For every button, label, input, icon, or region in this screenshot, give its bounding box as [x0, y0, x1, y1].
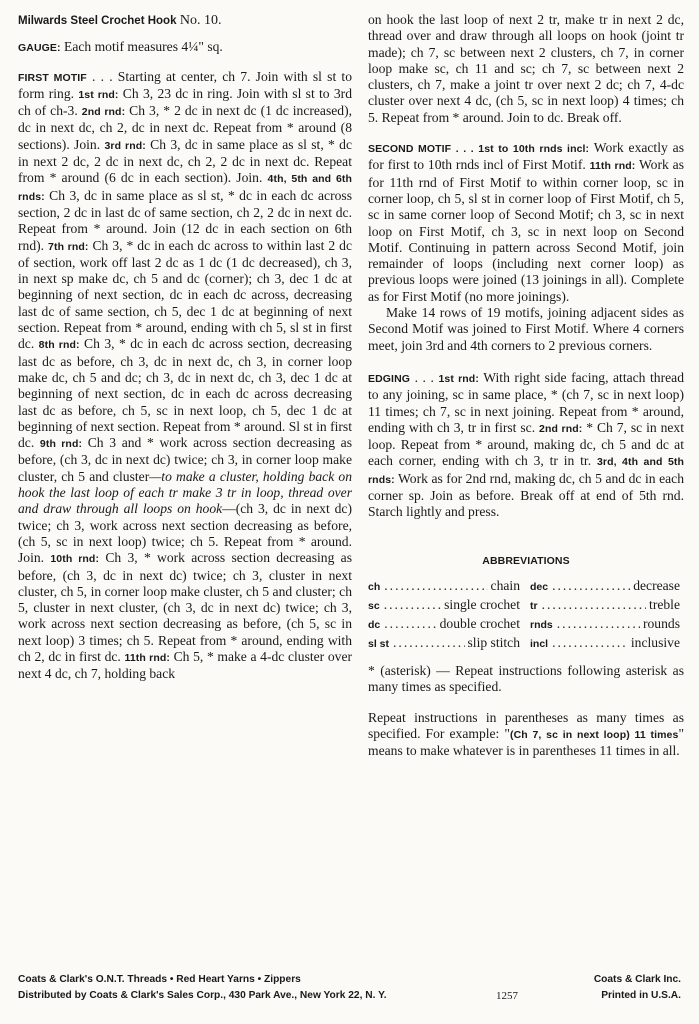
run-heading: FIRST MOTIF: [18, 71, 87, 84]
abbreviation-entry: [368, 577, 520, 596]
abbreviations-heading: ABBREVIATIONS: [482, 554, 570, 567]
run-text: With right side facing, attach thread to any joining, sc in same place, * (ch 7, sc in next loop) 11 times; ch 7, sc in next joining. Repeat from * around, ending with ch 3, tr in first sc.: [368, 369, 684, 435]
spacer: [368, 521, 684, 551]
gauge-label: GAUGE:: [18, 42, 61, 55]
run-text: Ch 3, 23 dc in ring. Join with sl st to 3rd ch of ch-3.: [18, 85, 352, 119]
run-heading: 1st rnd:: [438, 372, 479, 385]
abbreviation-entry: [368, 615, 520, 634]
run-text: . . .: [410, 369, 439, 385]
run-text: Ch 3 and * work across section decreasing as before, (ch 3, dc in next dc) twice; ch 3, in corner loop make cluster, ch 5 and cluster: [18, 435, 352, 484]
run-text: " means to make whatever is in parentheses 11 times in all.: [368, 725, 685, 759]
abbreviation-entry: [368, 634, 520, 653]
leader-dots: [557, 615, 640, 632]
run-text: Work as for 2nd rnd, making dc, ch 5 and dc in each corner sp. Join as before. Break off at end of 5th rnd. Starch lightly and press.: [368, 470, 684, 520]
rows-paragraph: Make 14 rows of 19 motifs, joining adjacent sides as Second Motif was joined to First Motif. Where 4 corners meet, join 3rd and 4th corners to 2 previous corners.: [368, 305, 684, 353]
edging-paragraph: [368, 370, 684, 521]
spacer: [368, 354, 684, 370]
second-motif-paragraph: [368, 140, 684, 305]
page-number: 1257: [496, 990, 518, 1002]
run-heading: SECOND MOTIF . . . 1st to 10th rnds incl:: [368, 143, 590, 156]
spacer: [18, 57, 352, 69]
abbreviation-key: dec: [530, 580, 549, 593]
run-heading: EDGING: [368, 372, 411, 385]
run-text: . . . Starting at center, ch 7. Join with sl st to form ring.: [18, 68, 352, 101]
abbreviation-meaning: double crochet: [439, 615, 520, 631]
footer-line-2: [18, 988, 681, 1004]
first-motif-continued: [368, 12, 684, 126]
gauge-text: Each motif measures 4¼" sq.: [64, 39, 223, 55]
footer-line-1: [18, 972, 681, 988]
abbreviation-entry: [530, 634, 680, 653]
abbreviation-key: tr: [530, 599, 538, 612]
run-text: Work exactly as for first to 10th rnds incl of First Motif.: [368, 140, 685, 173]
run-text: Ch 3, dc in same place as sl st, * dc in next 2 dc, 2 dc in next dc, ch 2, 2 dc in next dc. Repeat from * around (6 dc in each section). Join.: [18, 136, 353, 186]
run-text: Ch 3, * work across section decreasing as before, (ch 3, dc in next dc) twice; ch 3, cluster in next cluster, ch 5, in corner loop make cluster, ch 5 and cluster; ch 5, cluster in next cluster, (ch 3, dc in next dc) twice; ch 3, work across next section decreasing as before, (ch 5, sc in next loop) 3 times; ch 5. Repeat from * around, ending with ch 2, dc in first dc.: [18, 550, 352, 664]
run-heading: 11th rnd:: [124, 651, 170, 664]
leader-dots: [552, 634, 628, 651]
abbreviation-key: sc: [368, 599, 380, 612]
left-column: [18, 12, 352, 683]
abbreviation-meaning: decrease: [633, 577, 680, 593]
abbreviation-meaning: chain: [490, 577, 520, 593]
run-heading: 10th rnd:: [50, 553, 100, 566]
footer: [18, 972, 681, 1004]
abbreviation-entry: [368, 596, 520, 615]
abbreviation-key: dc: [368, 618, 381, 631]
run-heading: 11th rnd:: [589, 160, 636, 173]
run-heading: 2nd rnd:: [539, 422, 583, 435]
abbreviation-key: sl st: [368, 637, 390, 650]
leader-dots: [384, 596, 441, 613]
leader-dots: [384, 577, 487, 594]
run-heading: 2nd rnd:: [81, 106, 126, 119]
spacer: [368, 126, 684, 140]
run-heading: 4th, 5th and 6th rnds:: [18, 173, 353, 203]
abbreviation-meaning: inclusive: [630, 634, 680, 650]
run-heading: (Ch 7, sc in next loop) 11 times: [509, 728, 679, 741]
run-heading: 3rd, 4th and 5th rnds:: [368, 456, 684, 486]
run-text: Ch 3, dc in same place as sl st, * dc in each dc across section, 2 dc in last dc of same section, ch 2, 2 dc in next dc. Repeat from * around. Join (12 dc in each section on 6th rnd).: [18, 187, 352, 253]
abbreviations-table: [368, 577, 684, 653]
run-heading: 3rd rnd:: [104, 139, 146, 152]
run-heading: 9th rnd:: [39, 438, 83, 451]
footer-distributor: Distributed by Coats & Clark's Sales Corp., 430 Park Ave., New York 22, N. Y.: [18, 990, 387, 1001]
run-text: Ch 3, * dc in each dc across section, decreasing last dc as before, ch 3, dc in next dc, ch 3, in corner loop make dc, ch 5 and dc; ch 3, dc in next dc, ch 3, dec 1 dc at beginning of next section, dc in each dc across decreasing last dc as before, ch 5, sc in next loop, ch 5, dec 1 dc at beginning of next section. Repeat from * around. Sl st in first dc.: [18, 336, 352, 451]
spacer: [368, 653, 684, 663]
abbreviation-key: rnds: [530, 618, 553, 631]
abbreviation-meaning: slip stitch: [467, 634, 520, 650]
footer-printed: Printed in U.S.A.: [601, 990, 681, 1001]
run-italic: —to make a cluster, holding back on hook the last loop of each tr make 3 tr in loop, thread over and draw through all loops on hook: [18, 468, 352, 517]
run-heading: 7th rnd:: [48, 240, 89, 253]
abbreviation-meaning: rounds: [642, 615, 680, 631]
right-column: [368, 12, 684, 759]
abbreviation-key: ch: [368, 580, 381, 593]
run-text: Ch 5, * make a 4-dc cluster over next 4 dc, ch 7, holding back: [18, 648, 353, 682]
run-heading: 8th rnd:: [38, 339, 80, 352]
run-heading: 1st rnd:: [78, 88, 119, 101]
asterisk-note: * (asterisk) — Repeat instructions following asterisk as many times as specified.: [368, 662, 684, 695]
footer-brands: Coats & Clark's O.N.T. Threads • Red Heart Yarns • Zippers: [18, 974, 301, 985]
footer-company: Coats & Clark Inc.: [593, 974, 681, 985]
hook-number: No. 10.: [179, 13, 222, 28]
run-text: Ch 3, * 2 dc in next dc (1 dc increased), dc in next dc, ch 2, dc in next dc. Repeat from * around (8 sections). Join.: [18, 103, 353, 152]
parentheses-note: [368, 710, 684, 760]
run-text: —(ch 3, dc in next dc) twice; ch 3, work across next section decreasing as before, (ch 5, sc in next loop) twice; ch 5. Repeat from * around. Join.: [18, 501, 352, 566]
leader-dots: [384, 615, 436, 632]
leader-dots: [552, 577, 630, 594]
run-text: Work as for 11th rnd of First Motif to within corner loop, sc in corner loop, ch 5, sl st in corner loop of First Motif, ch 5, sc in same corner loop of Second Motif; ch 3, sc in next loop on First Motif, ch 3, sc in next loop on Second Motif. Continuing in pattern across Second Motif, join remainder of loops (including next corner loop) as previous loops were joined (13 joinings in all). Complete as for First Motif (no more joinings).: [368, 157, 684, 304]
first-motif-paragraph: [18, 69, 352, 683]
abbreviation-entry: [530, 596, 680, 615]
hook-title: Milwards Steel Crochet Hook: [18, 15, 177, 27]
spacer: [368, 696, 684, 710]
run-text: Ch 3, * dc in each dc across to within last 2 dc of section, work off last 2 dc as 1 dc (1 dc decreased), ch 3, in next sp make dc, ch 5 and dc (corner); ch 3, dec 1 dc at beginning of next section, dc in each dc across, decreasing last dc of same section, ch 5, dec 1 dc at beginning of next section. Repeat from * around, ending with ch 5, sl st in first dc.: [18, 237, 352, 352]
abbreviation-entry: [530, 577, 680, 596]
abbreviation-entry: [530, 615, 680, 634]
abbreviation-key: incl: [530, 637, 549, 650]
abbreviation-meaning: single crochet: [444, 596, 520, 612]
pattern-header: [18, 12, 352, 29]
run-text: Repeat instructions in parentheses as many times as specified. For example: ": [368, 709, 684, 741]
spacer: [18, 29, 352, 39]
leader-dots: [542, 596, 646, 613]
leader-dots: [393, 634, 464, 651]
gauge-line: [18, 39, 352, 56]
run-text: * Ch 7, sc in next loop. Repeat from * around, making dc, ch 5 and dc at each corner, ending with ch 3, tr in tr.: [368, 419, 684, 469]
abbreviation-meaning: treble: [649, 596, 680, 612]
run-text: on hook the last loop of next 2 tr, make tr in next 2 dc, thread over and draw through all loops on hook (joint tr made); ch 7, sc between next 2 clusters, ch 7, in corner loop make sc, ch 11 and sc; ch 7, sc between next 2 clusters, ch 7, make a joint tr over next 2 dc; ch 7, 4-dc cluster over next 4 dc, (ch 5, sc in next loop) 4 times; ch 5. Repeat from * around. Join to dc. Break off.: [368, 12, 684, 125]
